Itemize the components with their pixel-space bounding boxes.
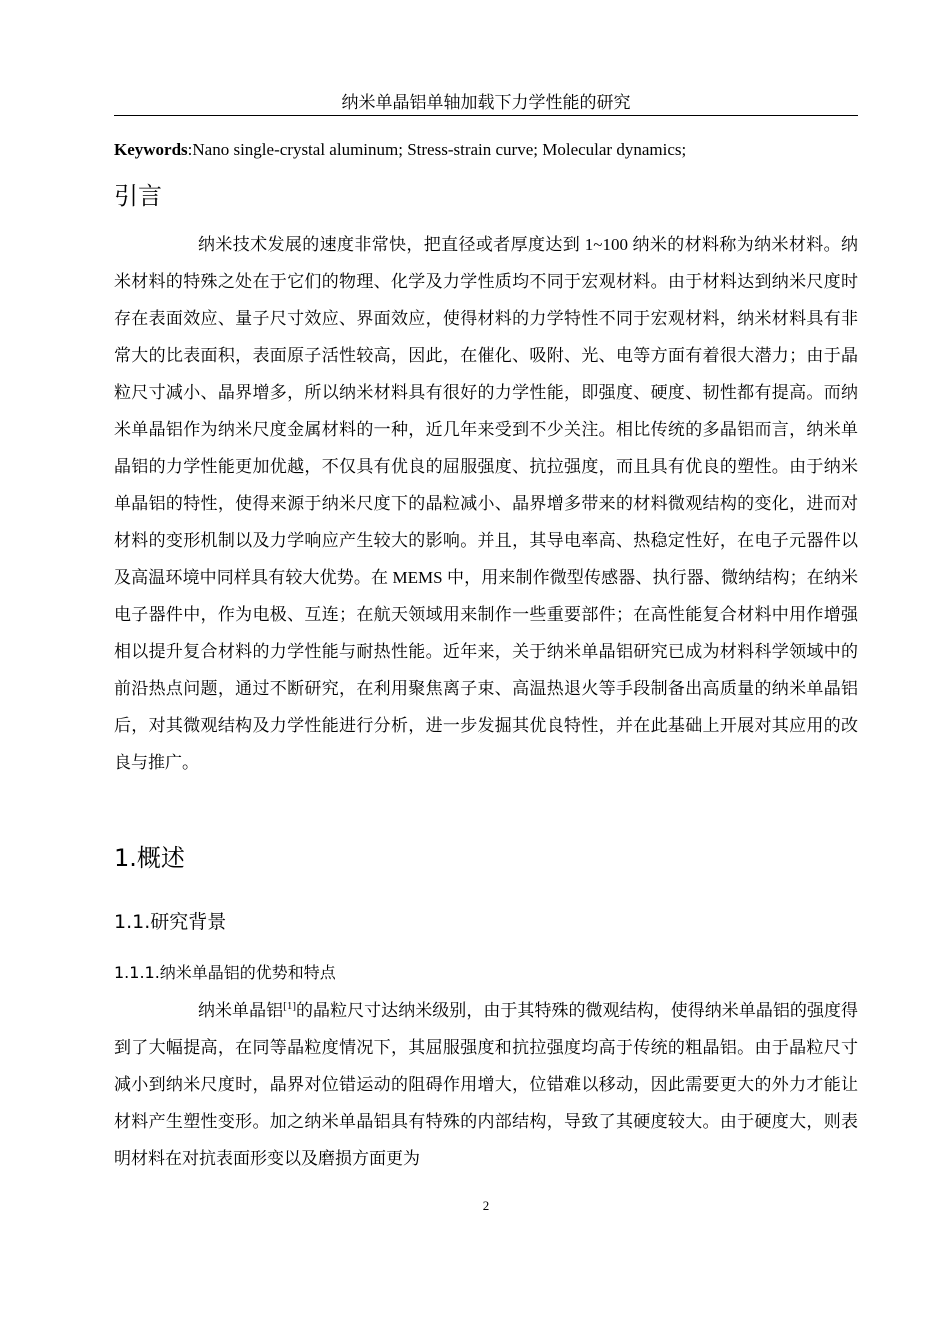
- section111-heading: 1.1.1.纳米单晶铝的优势和特点: [114, 963, 336, 982]
- para-rest: 的晶粒尺寸达纳米级别，由于其特殊的微观结构，使得纳米单晶铝的强度得到了大幅提高，在同等晶粒度情况下，其屈服强度和抗拉强度均高于传统的粗晶铝。由于晶粒尺寸减小到纳米尺度时，晶界对位错运动的阻碍作用增大，位错难以移动，因此需要更大的外力才能让材料产生塑性变形。加之纳米单晶铝具有特殊的内部结构，导致了其硬度较大。由于硬度大，则表明材料在对抗表面形变以及磨损方面更为: [114, 1001, 859, 1168]
- section11-heading: 1.1.研究背景: [114, 911, 227, 933]
- section111-paragraph: [114, 992, 858, 1177]
- document-page: [114, 0, 858, 1344]
- keywords-line: [114, 139, 858, 161]
- chapter1-heading: 1.概述: [114, 844, 185, 872]
- keywords-label: Keywords: [114, 140, 188, 159]
- intro-paragraph: 纳米技术发展的速度非常快，把直径或者厚度达到 1~100 纳米的材料称为纳米材料。纳米材料的特殊之处在于它们的物理、化学及力学性质均不同于宏观材料。由于材料达到纳米尺度时存在表面效应、量子尺寸效应、界面效应，使得材料的力学特性不同于宏观材料，纳米材料具有非常大的比表面积，表面原子活性较高，因此，在催化、吸附、光、电等方面有着很大潜力；由于晶粒尺寸减小、晶界增多，所以纳米材料具有很好的力学性能，即强度、硬度、韧性都有提高。而纳米单晶铝作为纳米尺度金属材料的一种，近几年来受到不少关注。相比传统的多晶铝而言，纳米单晶铝的力学性能更加优越，不仅具有优良的屈服强度、抗拉强度，而且具有优良的塑性。由于纳米单晶铝的特性，使得来源于纳米尺度下的晶粒减小、晶界增多带来的材料微观结构的变化，进而对材料的变形机制以及力学响应产生较大的影响。并且，其导电率高、热稳定性好，在电子元器件以及高温环境中同样具有较大优势。在 MEMS 中，用来制作微型传感器、执行器、微纳结构；在纳米电子器件中，作为电极、互连；在航天领域用来制作一些重要部件；在高性能复合材料中用作增强相以提升复合材料的力学性能与耐热性能。近年来，关于纳米单晶铝研究已成为材料科学领域中的前沿热点问题，通过不断研究，在利用聚焦离子束、高温热退火等手段制备出高质量的纳米单晶铝后，对其微观结构及力学性能进行分析，进一步发掘其优良特性，并在此基础上开展对其应用的改良与推广。: [114, 235, 858, 772]
- page-number: 2: [482, 1198, 490, 1213]
- intro-heading: 引言: [114, 182, 162, 210]
- running-header: 纳米单晶铝单轴加载下力学性能的研究: [341, 93, 631, 112]
- header-rule: [114, 115, 858, 116]
- citation-1[interactable]: [1]: [283, 1000, 296, 1012]
- para-start: 纳米单晶铝: [198, 1001, 284, 1020]
- keywords-text: :Nano single-crystal aluminum; Stress-strain curve; Molecular dynamics;: [187, 140, 687, 159]
